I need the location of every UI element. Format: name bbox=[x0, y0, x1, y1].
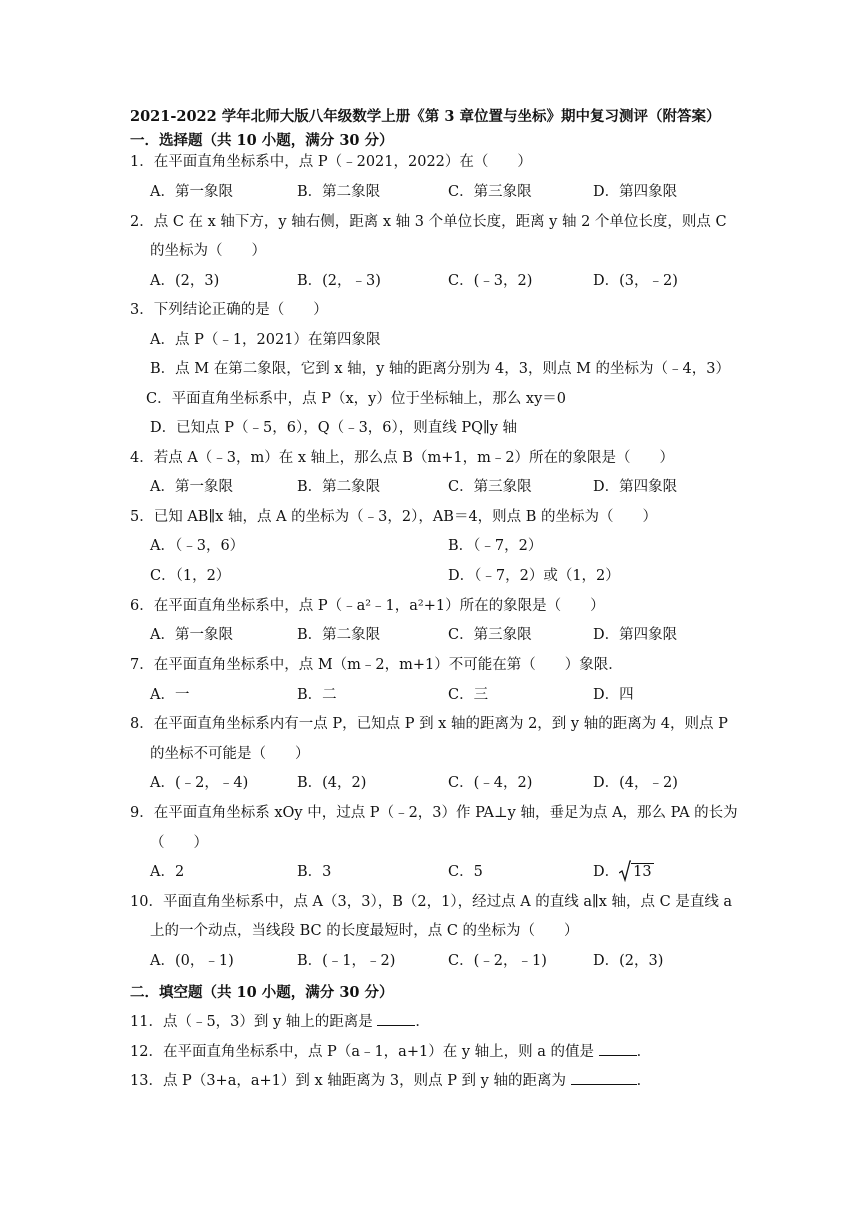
question-7-options bbox=[150, 685, 750, 705]
option-a: A．一 bbox=[150, 687, 190, 703]
question-9-text: 9．在平面直角坐标系 xOy 中，过点 P（﹣2，3）作 PA⊥y 轴，垂足为点 A，那么 PA 的长为 bbox=[130, 805, 738, 821]
option-b: B．(4，2) bbox=[297, 775, 367, 791]
answer-blank bbox=[571, 1070, 637, 1085]
question-3-option-d: D．已知点 P（﹣5，6），Q（﹣3，6），则直线 PQ∥y 轴 bbox=[150, 420, 518, 436]
question-11-end: ． bbox=[415, 1014, 430, 1030]
question-5-text: 5．已知 AB∥x 轴，点 A 的坐标为（﹣3，2），AB＝4，则点 B 的坐标为（ ） bbox=[130, 509, 658, 525]
radical-sign-icon bbox=[619, 860, 631, 882]
option-c: C．第三象限 bbox=[448, 479, 532, 495]
answer-blank bbox=[377, 1011, 415, 1026]
question-3-option-a: A．点 P（﹣1，2021）在第四象限 bbox=[150, 332, 381, 348]
question-3-option-b: B．点 M 在第二象限，它到 x 轴，y 轴的距离分别为 4，3，则点 M 的坐标为（﹣4，3） bbox=[150, 361, 730, 377]
option-c: C．（1，2） bbox=[150, 568, 231, 584]
radicand: 13 bbox=[633, 864, 652, 880]
option-a: A．第一象限 bbox=[150, 184, 233, 200]
option-c: C．第三象限 bbox=[448, 184, 532, 200]
question-9-text-cont: （ ） bbox=[150, 835, 208, 851]
question-6-options bbox=[150, 625, 750, 645]
option-b: B．（﹣7，2） bbox=[448, 538, 543, 554]
option-a: A．2 bbox=[150, 864, 185, 880]
question-10-options bbox=[150, 951, 750, 971]
option-d: D．第四象限 bbox=[593, 479, 678, 495]
option-d: D．（﹣7，2）或（1，2） bbox=[448, 568, 620, 584]
option-c: C．(﹣3，2) bbox=[448, 273, 533, 289]
question-12-text: 12．在平面直角坐标系中，点 P（a﹣1，a+1）在 y 轴上，则 a 的值是 bbox=[130, 1044, 594, 1060]
question-13-text: 13．点 P（3+a，a+1）到 x 轴距离为 3，则点 P 到 y 轴的距离为 bbox=[130, 1073, 566, 1089]
option-c: C．(﹣4，2) bbox=[448, 775, 533, 791]
question-4-options bbox=[150, 477, 750, 497]
option-b: B．3 bbox=[297, 864, 332, 880]
question-8-text: 8．在平面直角坐标系内有一点 P，已知点 P 到 x 轴的距离为 2，到 y 轴的距离为 4，则点 P bbox=[130, 716, 728, 732]
question-12 bbox=[130, 1041, 651, 1062]
question-7-text: 7．在平面直角坐标系中，点 M（m﹣2，m+1）不可能在第（ ）象限． bbox=[130, 657, 623, 673]
option-d: D．第四象限 bbox=[593, 627, 678, 643]
option-a: A．(﹣2，﹣4) bbox=[150, 775, 249, 791]
question-12-end: ． bbox=[636, 1044, 652, 1060]
question-2-text: 2．点 C 在 x 轴下方，y 轴右侧，距离 x 轴 3 个单位长度，距离 y 轴 2 个单位长度，则点 C bbox=[130, 214, 727, 230]
question-13 bbox=[130, 1070, 651, 1091]
question-2-options bbox=[150, 271, 750, 291]
question-2-text-cont: 的坐标为（ ） bbox=[150, 243, 266, 259]
question-5-options-row2 bbox=[150, 566, 750, 586]
option-b: B．(﹣1，﹣2) bbox=[297, 953, 396, 969]
option-b: B．第二象限 bbox=[297, 627, 381, 643]
option-c: C．第三象限 bbox=[448, 627, 532, 643]
question-5-options-row1 bbox=[150, 536, 750, 556]
option-b: B．第二象限 bbox=[297, 184, 381, 200]
question-13-end: ． bbox=[636, 1073, 652, 1089]
answer-blank bbox=[599, 1041, 637, 1056]
option-d: D．第四象限 bbox=[593, 184, 678, 200]
question-3-text: 3．下列结论正确的是（ ） bbox=[130, 302, 328, 318]
question-11 bbox=[130, 1011, 430, 1032]
option-d: D．(3，﹣2) bbox=[593, 273, 678, 289]
option-a: A．(2，3) bbox=[150, 273, 220, 289]
document-title: 2021-2022 学年北师大版八年级数学上册《第 3 章位置与坐标》期中复习测评（附答案） bbox=[130, 108, 721, 125]
section-heading-fill: 二．填空题（共 10 小题，满分 30 分） bbox=[130, 984, 394, 1001]
option-c: C．5 bbox=[448, 864, 483, 880]
section-heading-choice: 一．选择题（共 10 小题，满分 30 分） bbox=[130, 132, 394, 149]
option-d bbox=[593, 862, 654, 882]
option-c: C．三 bbox=[448, 687, 489, 703]
question-1-options bbox=[150, 182, 750, 202]
question-10-text-cont: 上的一个动点，当线段 BC 的长度最短时，点 C 的坐标为（ ） bbox=[150, 923, 579, 939]
option-d: D．(2，3) bbox=[593, 953, 664, 969]
question-3-option-c: C．平面直角坐标系中，点 P（x，y）位于坐标轴上，那么 xy＝0 bbox=[146, 391, 567, 407]
option-b: B．第二象限 bbox=[297, 479, 381, 495]
option-a: A．(0，﹣1) bbox=[150, 953, 234, 969]
question-4-text: 4．若点 A（﹣3，m）在 x 轴上，那么点 B（m+1，m﹣2）所在的象限是（ ） bbox=[130, 450, 675, 466]
option-c: C．(﹣2，﹣1) bbox=[448, 953, 547, 969]
option-b: B．二 bbox=[297, 687, 337, 703]
option-b: B．(2，﹣3) bbox=[297, 273, 381, 289]
square-root bbox=[619, 862, 653, 882]
option-a: A．第一象限 bbox=[150, 627, 233, 643]
question-1-text: 1．在平面直角坐标系中，点 P（﹣2021，2022）在（ ） bbox=[130, 154, 532, 170]
question-8-text-cont: 的坐标不可能是（ ） bbox=[150, 746, 310, 762]
question-9-options bbox=[150, 862, 750, 882]
option-d: D．(4，﹣2) bbox=[593, 775, 678, 791]
option-a: A．第一象限 bbox=[150, 479, 233, 495]
question-8-options bbox=[150, 773, 750, 793]
question-11-text: 11．点（﹣5，3）到 y 轴上的距离是 bbox=[130, 1014, 373, 1030]
question-10-text: 10．平面直角坐标系中，点 A（3，3），B（2，1），经过点 A 的直线 a∥x 轴，点 C 是直线 a bbox=[130, 894, 733, 910]
option-d: D．四 bbox=[593, 687, 634, 703]
option-a: A．（﹣3，6） bbox=[150, 538, 245, 554]
option-d-label: D． bbox=[593, 864, 620, 880]
question-6-text: 6．在平面直角坐标系中，点 P（﹣a²﹣1，a²+1）所在的象限是（ ） bbox=[130, 598, 605, 614]
